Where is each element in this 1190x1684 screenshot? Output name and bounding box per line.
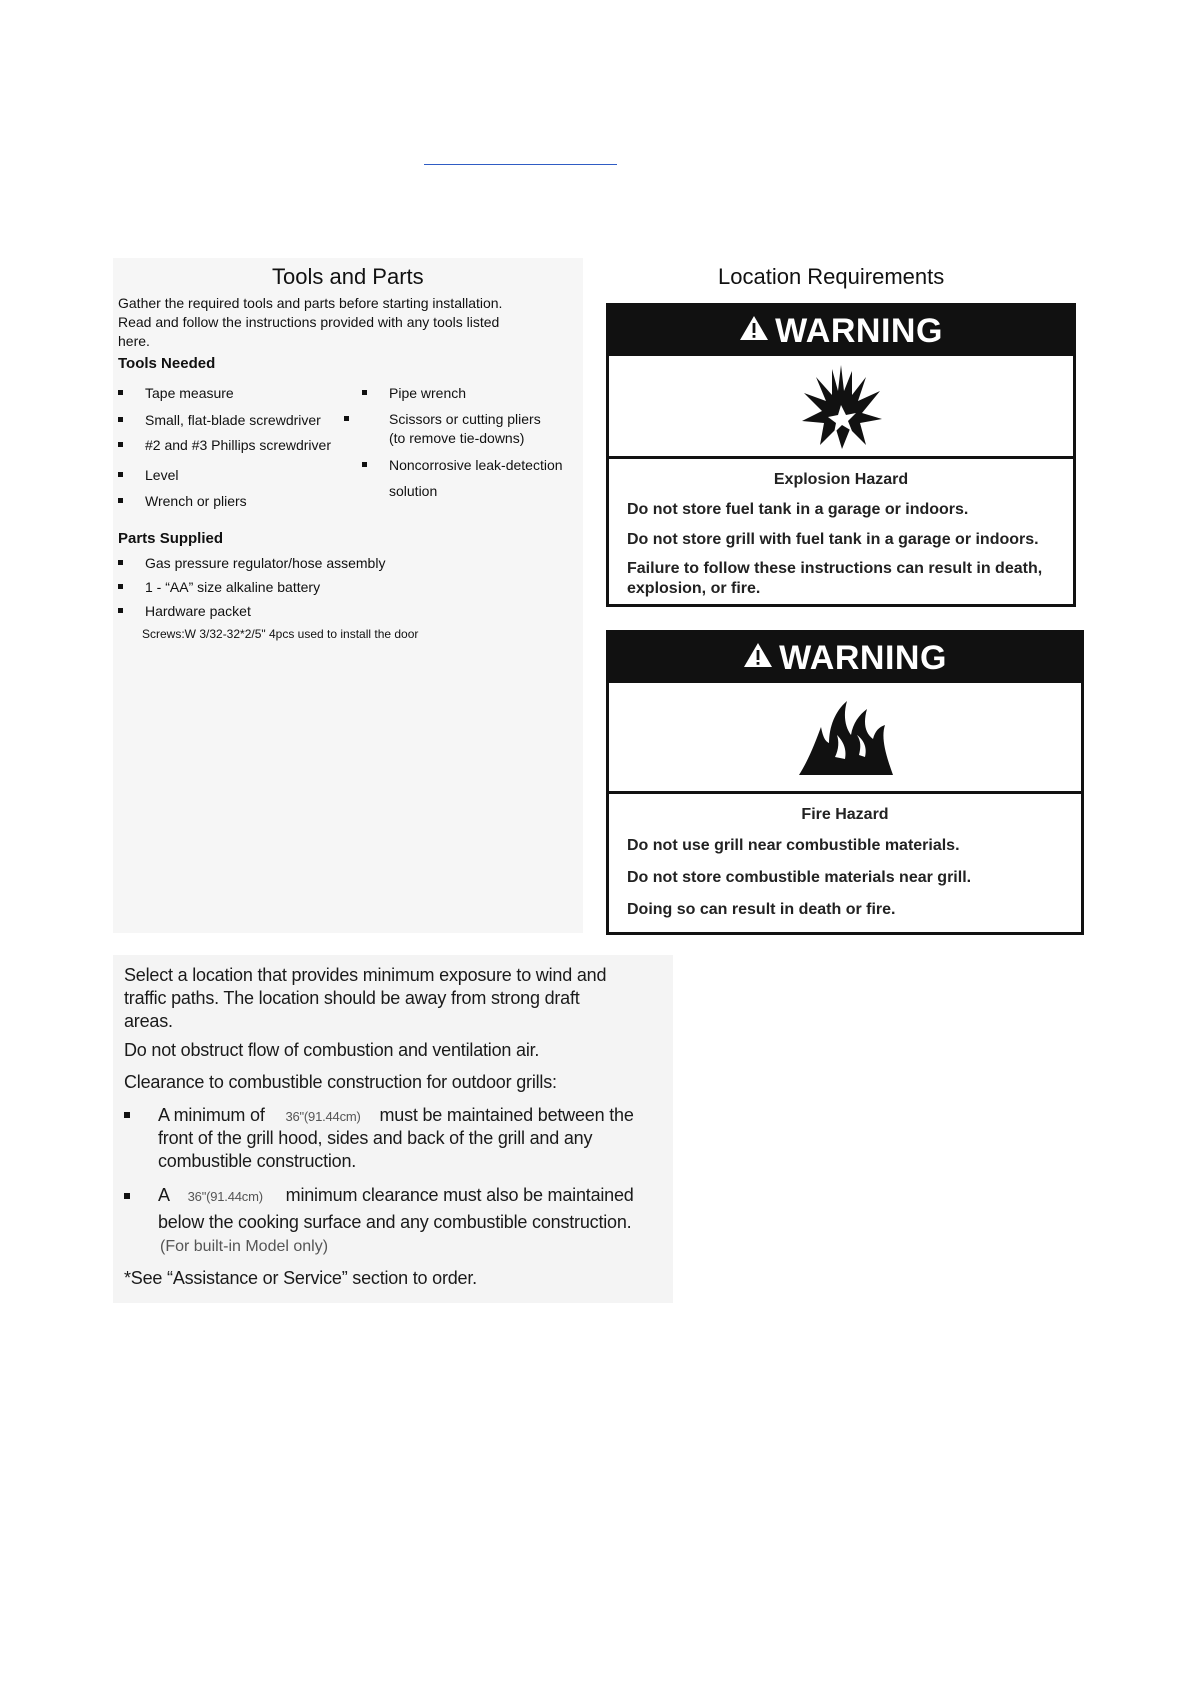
hazard-title: Fire Hazard [801, 806, 889, 823]
clearance-bullet-1: A minimum of 36"(91.44cm) must be maintained between the [158, 1105, 634, 1125]
warning-triangle-icon [743, 639, 773, 678]
clearance-bullet-1-line: front of the grill hood, sides and back of the grill and any [158, 1128, 593, 1148]
fire-hazard-body [609, 794, 1081, 934]
hazard-line: Doing so can result in death or fire. [627, 901, 896, 918]
link-underline[interactable] [424, 164, 617, 165]
location-para-line: traffic paths. The location should be away from strong draft [124, 988, 580, 1008]
location-requirements-title: Location Requirements [718, 264, 945, 289]
bullet-square [124, 1193, 130, 1199]
tools-intro-1: Gather the required tools and parts before starting installation. [118, 295, 503, 311]
tools-intro-2: Read and follow the instructions provided with any tools listed [118, 314, 500, 330]
warning-label: WARNING [775, 311, 943, 350]
explosion-icon [609, 356, 1073, 459]
assistance-note: *See “Assistance or Service” section to order. [124, 1268, 477, 1288]
tools-needed-heading: Tools Needed [118, 355, 216, 372]
warning-header [609, 306, 1073, 356]
hazard-line: explosion, or fire. [627, 580, 761, 597]
fire-icon [609, 683, 1081, 794]
clearance-bullet-2: A 36"(91.44cm) minimum clearance must also be maintained [158, 1185, 634, 1205]
warning-label: WARNING [779, 638, 947, 677]
explosion-hazard-body [609, 459, 1073, 607]
built-in-note: (For built-in Model only) [160, 1238, 329, 1255]
hazard-line: Do not use grill near combustible materials. [627, 837, 960, 854]
location-para-line: Select a location that provides minimum exposure to wind and [124, 965, 607, 985]
clearance-heading: Clearance to combustible construction for outdoor grills: [124, 1072, 557, 1092]
hazard-title: Explosion Hazard [773, 471, 909, 488]
hazard-line: Do not store grill with fuel tank in a garage or indoors. [627, 531, 1039, 548]
warning-header [609, 633, 1081, 683]
tools-intro-3: here. [118, 333, 150, 349]
hazard-line: Failure to follow these instructions can result in death, [627, 560, 1043, 577]
screws-note: Screws:W 3/32-32*2/5" 4pcs used to install the door [142, 627, 419, 641]
hazard-line: Do not store combustible materials near grill. [627, 869, 972, 886]
tools-parts-title: Tools and Parts [272, 264, 424, 289]
warning-triangle-icon [739, 312, 769, 351]
hazard-line: Do not store fuel tank in a garage or indoors. [627, 501, 969, 518]
fire-warning-box [606, 630, 1084, 935]
ventilation-text: Do not obstruct flow of combustion and ventilation air. [124, 1040, 540, 1060]
parts-supplied-heading: Parts Supplied [118, 530, 224, 547]
clearance-bullet-2-line: below the cooking surface and any combustible construction. [158, 1212, 632, 1232]
location-para-line: areas. [124, 1011, 173, 1031]
bullet-square [124, 1112, 130, 1118]
explosion-warning-box [606, 303, 1076, 607]
clearance-bullet-1-line: combustible construction. [158, 1151, 357, 1171]
